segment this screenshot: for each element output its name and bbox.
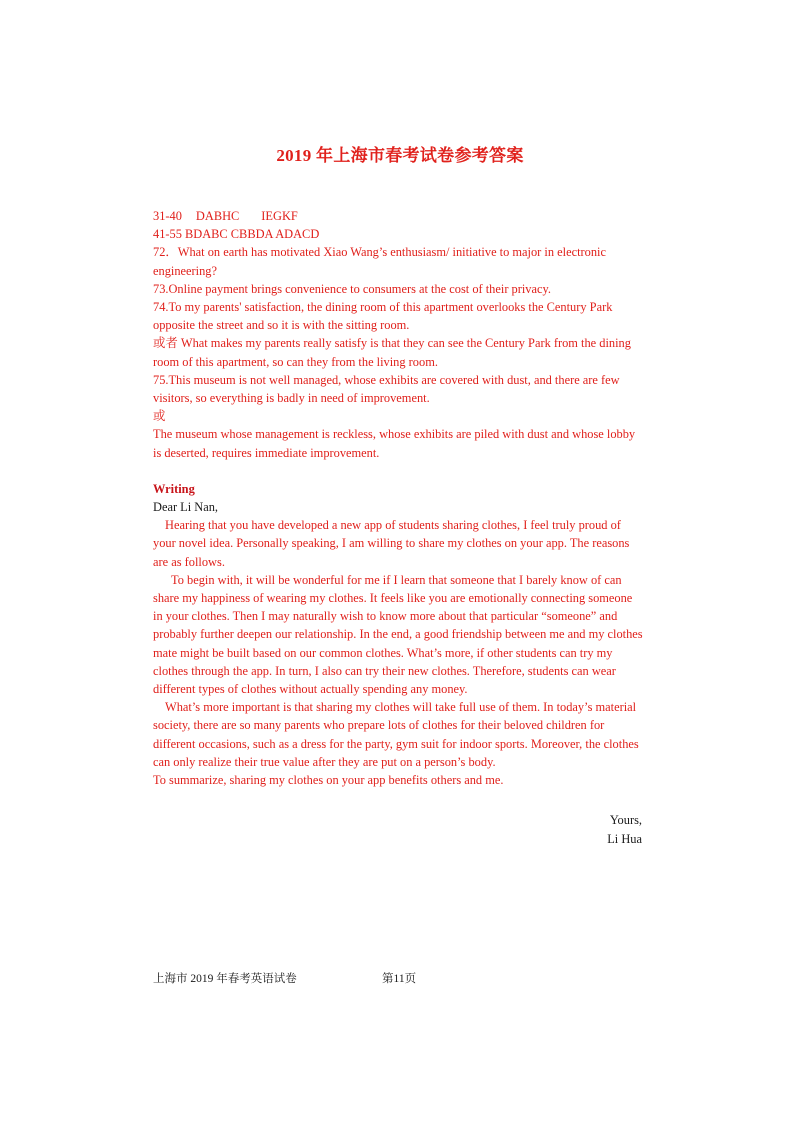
footer-text: 上海市 2019 年春考英语试卷 bbox=[153, 973, 297, 985]
answer-75: 75.This museum is not well managed, whose exhibits are covered with dust, and there are few visitors, so everything is badly in need of improvement. bbox=[153, 372, 620, 406]
letter-paragraph-3: What’s more important is that sharing my clothes will take full use of them. In today’s material society, there are so many parents who prepare lots of clothes for their beloved children for different occasions, such as a dress for the party, gym suit for indoor sports. Moreover, the clothes can only realize their true value after they are put on a person’s body. bbox=[153, 700, 639, 769]
answer-range: 31-40 bbox=[153, 209, 182, 223]
answer-74-alternative: 或者 What makes my parents really satisfy is that they can see the Century Park from the dining room of this apartment, so can they from the living room. bbox=[153, 336, 631, 369]
answer-75-alternative: The museum whose management is reckless, whose exhibits are piled with dust and whose lobby is deserted, requires immediate improvement. bbox=[153, 427, 636, 460]
letter-signature: Li Hua bbox=[607, 832, 642, 846]
writing-heading: Writing bbox=[153, 481, 195, 496]
letter-paragraph-4: To summarize, sharing my clothes on your app benefits others and me. bbox=[153, 773, 504, 788]
page-number: 第11页 bbox=[382, 973, 417, 985]
answer-group-b: IEGKF bbox=[261, 209, 298, 223]
answer-line-31-40 bbox=[153, 207, 643, 225]
letter-closing: Yours, bbox=[609, 813, 642, 827]
letter-salutation: Dear Li Nan, bbox=[153, 500, 219, 515]
answer-75-or: 或 bbox=[153, 409, 166, 424]
answer-body bbox=[153, 207, 643, 789]
answer-group-a: DABHC bbox=[195, 209, 240, 223]
answer-line-41-55: 41-55 BDABC CBBDA ADACD bbox=[153, 227, 320, 242]
letter-paragraph-1: Hearing that you have developed a new app of students sharing clothes, I feel truly proud of your novel idea. Personally speaking, I am willing to share my clothes on your app. The reasons are as follows. bbox=[153, 518, 630, 569]
letter-paragraph-2: To begin with, it will be wonderful for me if I learn that someone that I barely know of can share my happiness of wearing my clothes. It feels like you are emotionally connecting someone in your clothes. Then I may naturally wish to know more about that particular “someone” and probably further deepen our relationship. In the end, a good friendship between me and my clothes mate might be built based on our common clothes. What’s more, if other students can try my clothes through the app. In turn, I also can try their new clothes. Therefore, students can wear different types of clothes without actually spending any money. bbox=[153, 572, 643, 697]
letter-closing-block bbox=[560, 811, 642, 849]
answer-74: 74.To my parents' satisfaction, the dining room of this apartment overlooks the Century Park opposite the street and so it is with the sitting room. bbox=[153, 300, 613, 333]
answer-72: 72．What on earth has motivated Xiao Wang’s enthusiasm/ initiative to major in electronic engineering? bbox=[153, 245, 606, 278]
answer-73: 73.Online payment brings convenience to consumers at the cost of their privacy. bbox=[153, 281, 551, 296]
page-title: 2019 年上海市春考试卷参考答案 bbox=[276, 146, 524, 165]
